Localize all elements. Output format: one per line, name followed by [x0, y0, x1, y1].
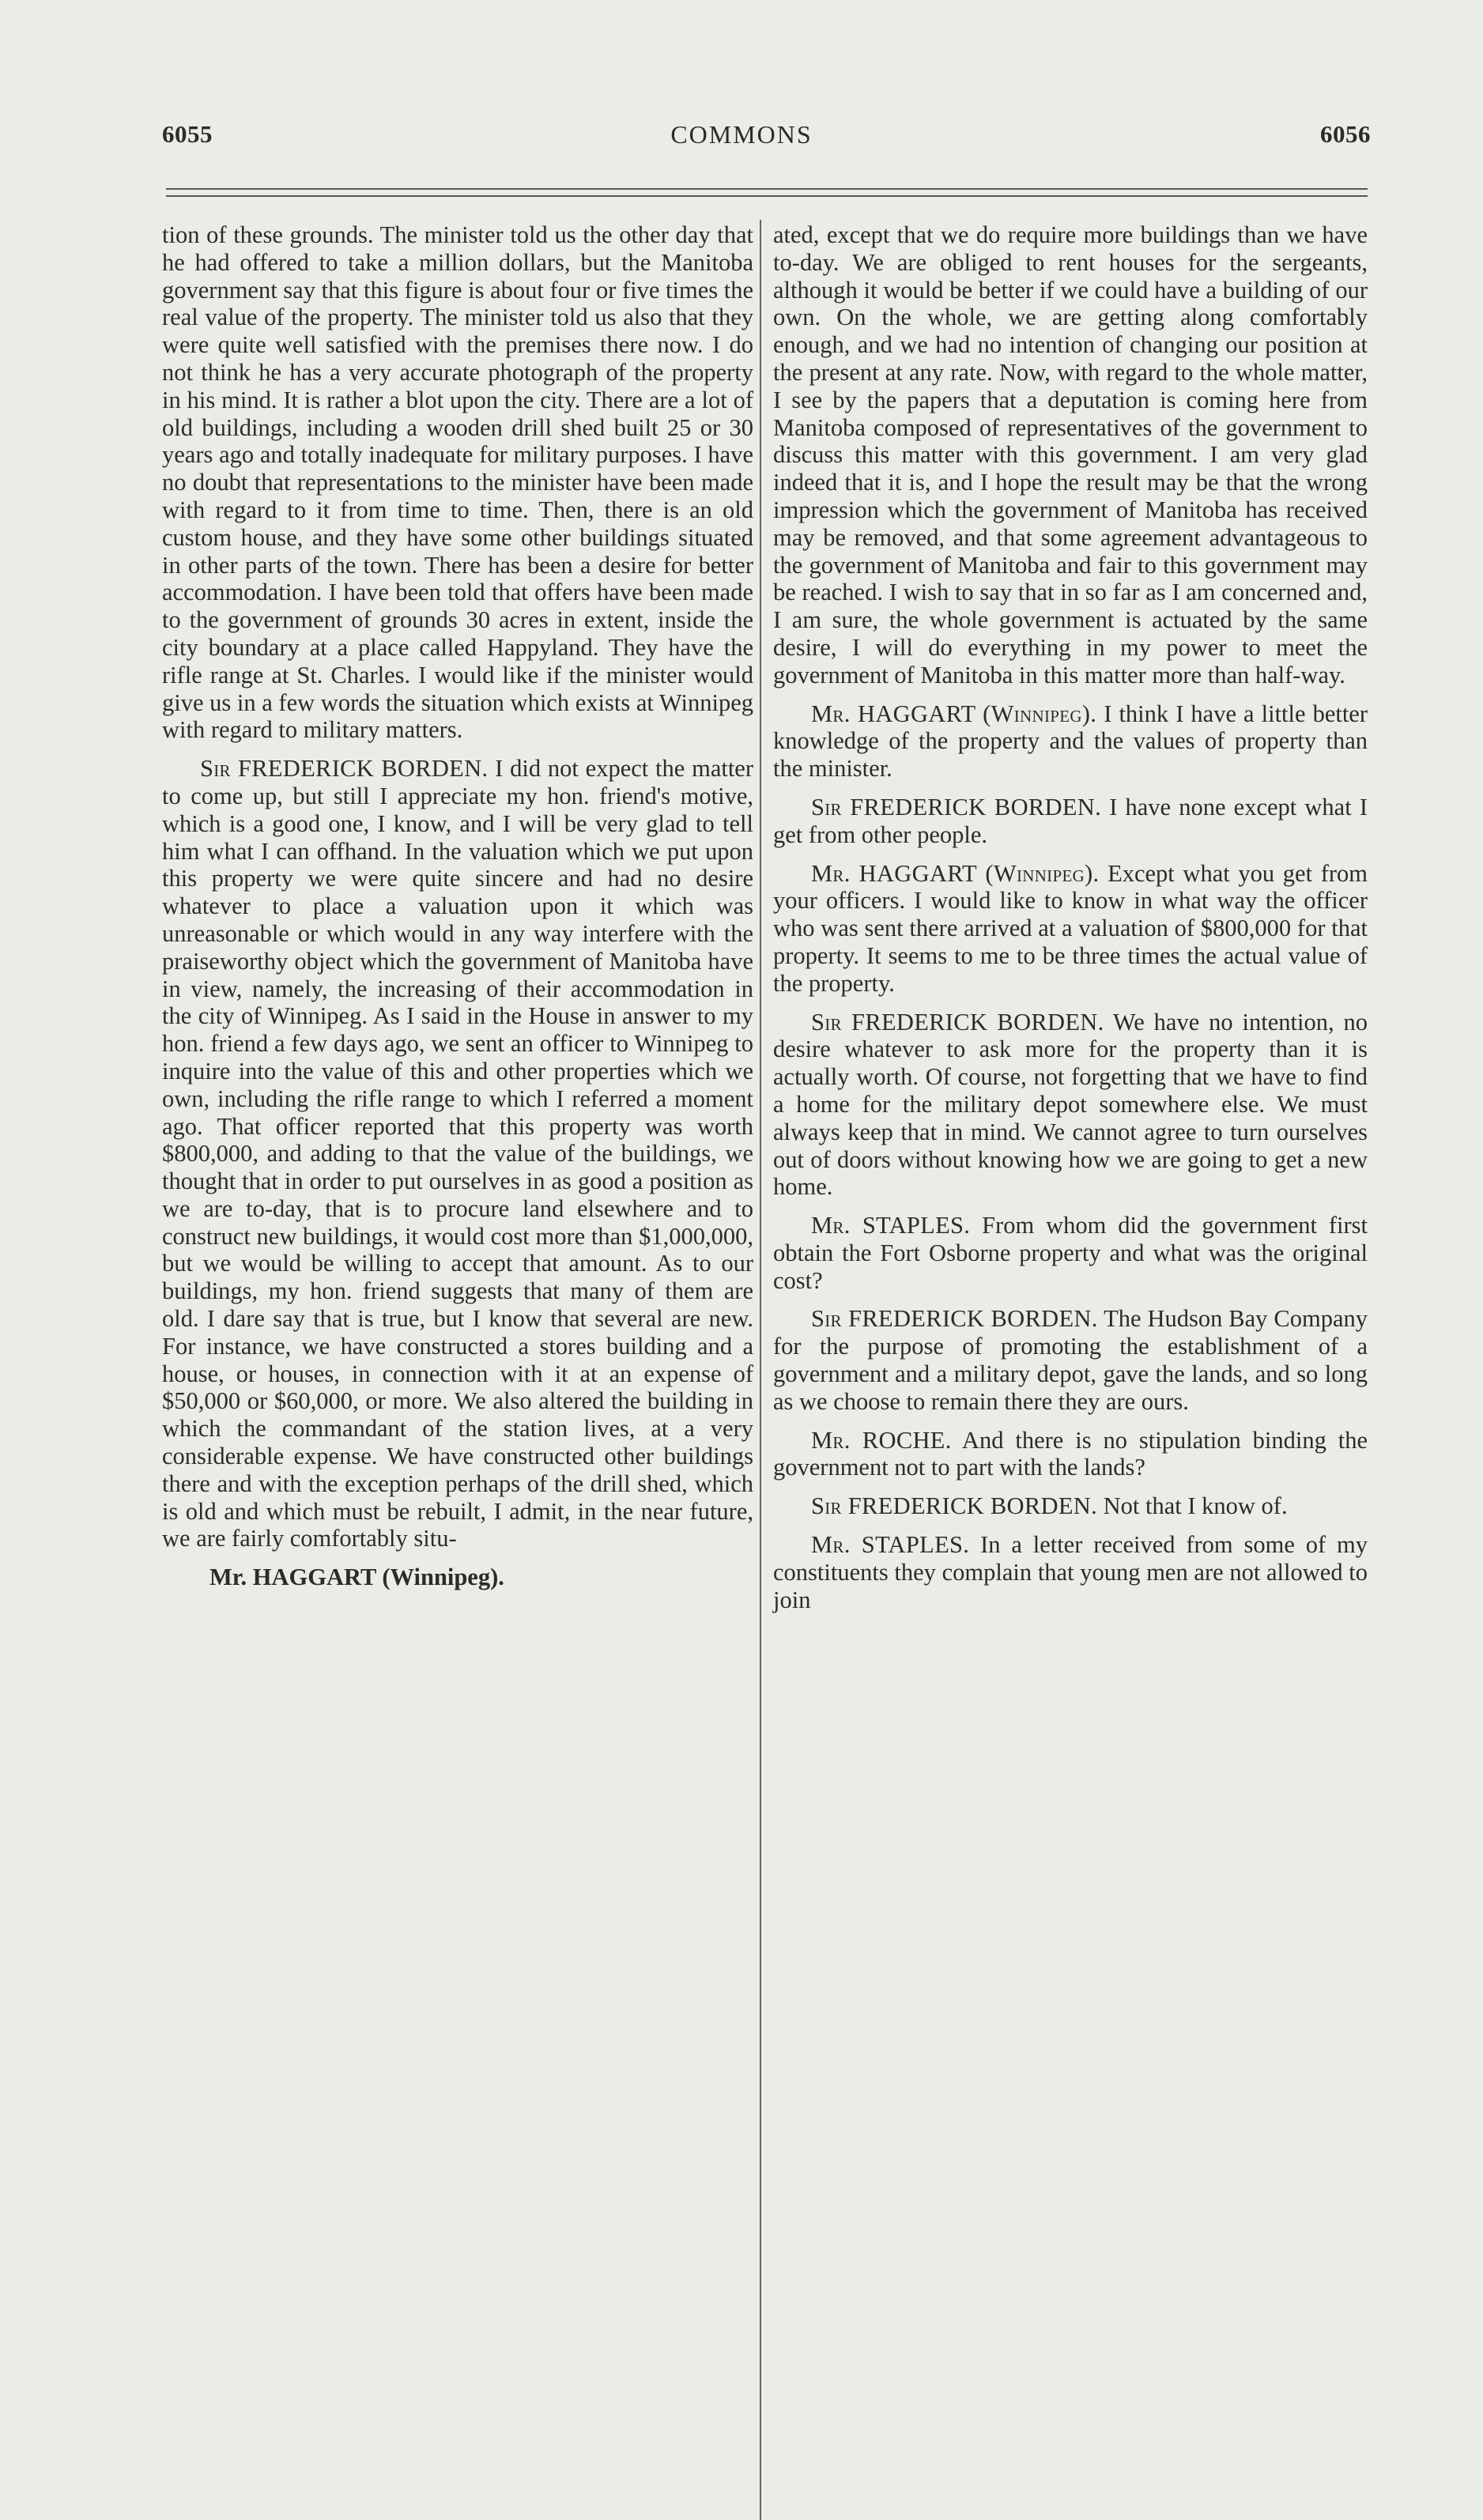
paragraph [773, 1492, 1368, 1520]
speaker-name: Sir FREDERICK BORDEN. [811, 793, 1102, 821]
header-rule-bottom [166, 195, 1368, 197]
paragraph [773, 1009, 1368, 1202]
paragraph [773, 221, 1368, 689]
page-number-right: 6056 [1320, 120, 1371, 148]
paragraph [773, 1305, 1368, 1415]
speaker-name: Sir FREDERICK BORDEN. [811, 1008, 1104, 1036]
paragraph-text: And there is no stipulation binding the government not to part with the lands? [773, 1426, 1368, 1481]
paragraph [773, 1427, 1368, 1482]
speaker-name: Mr. ROCHE. [811, 1426, 952, 1454]
paragraph-text: In a letter received from some of my constituents they complain that young men are not allowed to join [773, 1531, 1368, 1613]
paragraph-text: Not that I know of. [1103, 1492, 1288, 1520]
paragraph-text: tion of these grounds. The minister told us the other day that he had offered to take a million dollars, but the Manitoba government say that this figure is about four or five times the real value of the property. The minister told us also that they were quite well satisfied with the premises there now. I do not think he has a very accurate photograph of the property in his mind. It is rather a blot upon the city. There are a lot of old buildings, including a wooden drill shed built 25 or 30 years ago and totally inadequate for military purposes. I have no doubt that representations to the minister have been made with regard to it from time to time. Then, there is an old custom house, and they have some other buildings situated in other parts of the town. There has been a desire for better accommodation. I have been told that offers have been made to the government of grounds 30 acres in extent, inside the city boundary at a place called Happyland. They have the rifle range at St. Charles. I would like if the minister would give us in a few words the situation which exists at Winnipeg with regard to military matters. [162, 221, 753, 744]
column-divider [760, 220, 761, 2520]
header-rule-top [166, 188, 1368, 190]
paragraph [773, 860, 1368, 998]
paragraph-text: I did not expect the matter to come up, but still I appreciate my hon. friend's motive, which is a good one, I know, and I will be very glad to tell him what I can offhand. In the valuation which we put upon this property we were quite sincere and had no desire whatever to place a valuation upon it which was unreasonable or which would in any way interfere with the praiseworthy object which the government of Manitoba have in view, namely, the increasing of their accommodation in the city of Winnipeg. As I said in the House in answer to my hon. friend a few days ago, we sent an officer to Winnipeg to inquire into the value of this and other properties which we own, including the rifle range to which I referred a moment ago. That officer reported that this property was worth $800,000, and adding to that the value of the buildings, we thought that in order to put ourselves in as good a position as we are to-day, that is to procure land elsewhere and to construct new buildings, it would cost more than $1,000,000, but we would be willing to accept that amount. As to our buildings, my hon. friend suggests that many of them are old. I dare say that is true, but I know that several are new. For instance, we have constructed a stores building and a house, or houses, in connection with it at an expense of $50,000 or $60,000, or more. We also altered the building in which the commandant of the station lives, at a very considerable expense. We have constructed other buildings there and with the exception perhaps of the drill shed, which is old and which must be rebuilt, I admit, in the near future, we are fairly comfortably situ- [162, 755, 754, 1552]
speaker-name: Sir FREDERICK BORDEN. [811, 1305, 1098, 1333]
paragraph-text: I have none except what I get from other people. [773, 793, 1368, 848]
speaker-name: Sir FREDERICK BORDEN. [200, 755, 489, 783]
page-number-left: 6055 [162, 120, 213, 148]
paragraph-text: We have no intention, no desire whatever to ask more for the property than it is actually worth. Of course, not forgetting that we have to find a home for the military depot somewhere else. We must always keep that in mind. We cannot agree to turn ourselves out of doors without knowing how we are going to get a new home. [773, 1008, 1368, 1201]
paragraph-text: ated, except that we do require more buildings than we have to-day. We are obliged to rent houses for the sergeants, although it would be better if we could have a building of our own. On the whole, we are getting along comfortably enough, and we had no intention of changing our position at the present at any rate. Now, with regard to the whole matter, I see by the papers that a deputation is coming here from Manitoba composed of representatives of the government to discuss this matter with this government. I am very glad indeed that it is, and I hope the result may be that the wrong impression which the government of Manitoba has received may be removed, and that some agreement advantageous to the government of Manitoba and fair to this government may be reached. I wish to say that in so far as I am concerned and, I am sure, the whole government is actuated by the same desire, I will do everything in my power to meet the government of Manitoba in this matter more than half-way. [773, 221, 1368, 688]
speaker-name: Mr. STAPLES. [811, 1212, 971, 1239]
paragraph [773, 794, 1368, 849]
paragraph-text: From whom did the government first obtain the Fort Osborne property and what was the original cost? [773, 1212, 1368, 1294]
paragraph-text: I think I have a little better knowledge of the property and the values of property than the minister. [773, 700, 1368, 783]
paragraph-text: Except what you get from your officers. I would like to know in what way the officer who was sent there arrived at a valuation of $800,000 for that property. It seems to me to be three times the actual value of the property. [773, 859, 1368, 997]
paragraph-text: The Hudson Bay Company for the purpose of promoting the establishment of a government and a military depot, gave the lands, and so long as we choose to remain there they are ours. [773, 1305, 1368, 1415]
speaker-name: Mr. HAGGART (Winnipeg). [811, 859, 1100, 887]
paragraph [162, 221, 753, 744]
paragraph [773, 700, 1368, 783]
right-column [773, 221, 1368, 1613]
left-column [162, 221, 753, 1591]
speaker-name: Mr. STAPLES. [811, 1531, 970, 1559]
paragraph [773, 1531, 1368, 1613]
running-title: COMMONS [670, 120, 813, 149]
speaker-name: Sir FREDERICK BORDEN. [811, 1492, 1097, 1520]
speaker-name: Mr. HAGGART (Winnipeg). [811, 700, 1097, 727]
speaker-name: Mr. HAGGART (Winnipeg). [209, 1564, 504, 1591]
paragraph [162, 755, 753, 1552]
paragraph [773, 1212, 1368, 1294]
